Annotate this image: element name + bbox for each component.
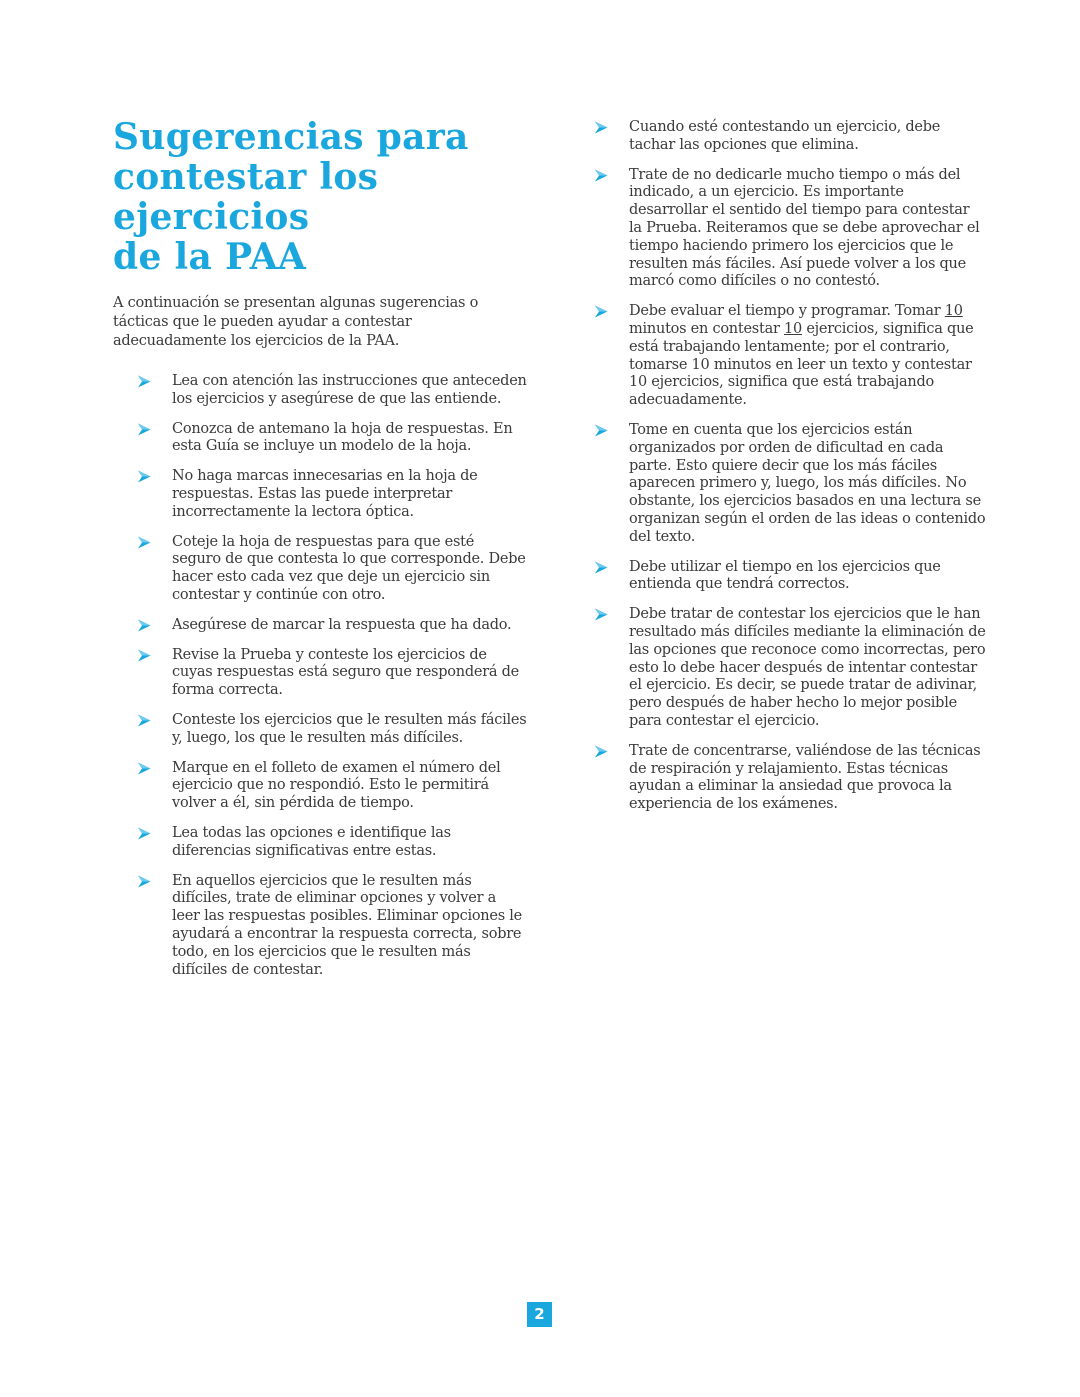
underlined-number: 10: [784, 320, 802, 337]
chevron-right-arrow-icon: [137, 468, 172, 484]
tip-text: Marque en el folleto de examen el número del ejercicio que no respondió. Esto le permitirá volver a él, sin pérdida de tiempo.: [172, 759, 501, 812]
tip-text: Conteste los ejercicios que le resulten más fáciles y, luego, los que le resulten más difíciles.: [172, 711, 527, 746]
list-item: [594, 167, 986, 292]
list-item: [137, 647, 527, 700]
tip-text: En aquellos ejercicios que le resulten más difíciles, trate de eliminar opciones y volver a leer las respuestas posibles. Eliminar opciones le ayudará a encontrar la respuesta correcta, sobre todo, en los ejercicios que le resulten más difíciles de contestar.: [172, 872, 522, 978]
title-line: de la PAA: [113, 236, 307, 278]
tip-text: Lea con atención las instrucciones que anteceden los ejercicios y asegúrese de que las entiende.: [172, 373, 527, 407]
list-item: [137, 712, 527, 748]
list-item: [137, 873, 527, 980]
tip-text: No haga marcas innecesarias en la hoja de respuestas. Estas las puede interpretar incorrectamente la lectora óptica.: [172, 468, 478, 520]
chevron-right-arrow-icon: [594, 606, 629, 622]
chevron-right-arrow-icon: [594, 422, 629, 438]
chevron-right-arrow-icon: [137, 712, 172, 728]
list-item: [594, 303, 986, 410]
list-item: [137, 468, 527, 521]
chevron-right-arrow-icon: [137, 617, 172, 633]
list-item: [137, 421, 527, 457]
chevron-right-arrow-icon: [137, 421, 172, 437]
tips-list-right: [594, 119, 986, 826]
intro-paragraph: A continuación se presentan algunas sugerencias o tácticas que le pueden ayudar a contestar adecuadamente los ejercicios de la PAA.: [113, 295, 479, 349]
title-line: Sugerencias para: [113, 116, 469, 158]
tip-text-part: ejercicios, significa que está trabajando lentamente; por el contrario, tomarse 10 minutos en leer un texto y contestar 10 ejercicios, significa que está trabajando adecuadamente.: [629, 320, 974, 409]
tip-text: Debe tratar de contestar los ejercicios que le han resultado más difíciles mediante la eliminación de las opciones que reconoce como incorrectas, pero esto lo debe hacer después de intentar contestar el ejercicio. Es decir, se puede tratar de adivinar, pero después de haber hecho lo mejor posible para contestar el ejercicio.: [629, 606, 986, 729]
chevron-right-arrow-icon: [137, 534, 172, 550]
chevron-right-arrow-icon: [594, 559, 629, 575]
chevron-right-arrow-icon: [137, 373, 172, 389]
tip-text: Tome en cuenta que los ejercicios están organizados por orden de dificultad en cada parte. Esto quiere decir que los más fáciles aparecen primero y, luego, los más difíciles. No obstante, los ejercicios basados en una lectura se organizan según el orden de las ideas o contenido del texto.: [629, 421, 986, 545]
page-number: 2: [527, 1302, 552, 1327]
list-item: [594, 559, 986, 595]
list-item: [594, 422, 986, 547]
underlined-number: 10: [944, 303, 963, 320]
chevron-right-arrow-icon: [137, 760, 172, 776]
chevron-right-arrow-icon: [594, 303, 629, 319]
tips-list-left: [137, 373, 527, 991]
chevron-right-arrow-icon: [594, 167, 629, 183]
list-item: [594, 119, 986, 155]
title-line: contestar los: [113, 156, 379, 198]
list-item: [137, 760, 527, 813]
list-item: [594, 743, 986, 814]
tip-text: Debe utilizar el tiempo en los ejercicios que entienda que tendrá correctos.: [629, 558, 941, 593]
tip-text-part: Debe evaluar el tiempo y programar. Tomar: [629, 303, 945, 320]
title-line: ejercicios: [113, 196, 310, 238]
tip-text: Trate de no dedicarle mucho tiempo o más del indicado, a un ejercicio. Es importante desarrollar el sentido del tiempo para contestar la Prueba. Reiteramos que se debe aprovechar el tiempo haciendo primero los ejercicios que le resulten más fáciles. Así puede volver a los que marcó como difíciles o no contestó.: [629, 166, 980, 290]
chevron-right-arrow-icon: [594, 119, 629, 135]
tip-text: Lea todas las opciones e identifique las diferencias significativas entre estas.: [172, 824, 451, 859]
list-item: [594, 606, 986, 731]
chevron-right-arrow-icon: [137, 647, 172, 663]
page-title: [113, 117, 469, 277]
chevron-right-arrow-icon: [137, 825, 172, 841]
list-item: [137, 534, 527, 605]
tip-text: Coteje la hoja de respuestas para que esté seguro de que contesta lo que corresponde. Debe hacer esto cada vez que deje un ejercicio sin contestar y continúe con otro.: [172, 533, 526, 603]
list-item: [137, 825, 527, 861]
tip-text: Conozca de antemano la hoja de respuestas. En esta Guía se incluye un modelo de la hoja.: [172, 420, 513, 455]
chevron-right-arrow-icon: [594, 743, 629, 759]
tip-text: Revise la Prueba y conteste los ejercicios de cuyas respuestas está seguro que responderá de forma correcta.: [172, 646, 520, 699]
chevron-right-arrow-icon: [137, 873, 172, 889]
tip-text: Trate de concentrarse, valiéndose de las técnicas de respiración y relajamiento. Estas técnicas ayudan a eliminar la ansiedad que provoca la experiencia de los exámenes.: [629, 742, 981, 813]
tip-text: [629, 303, 986, 410]
list-item: [137, 617, 527, 635]
tip-text: Cuando esté contestando un ejercicio, debe tachar las opciones que elimina.: [629, 119, 941, 153]
list-item: [137, 373, 527, 409]
tip-text-part: minutos en contestar: [629, 320, 785, 337]
tip-text: Asegúrese de marcar la respuesta que ha dado.: [172, 616, 512, 633]
